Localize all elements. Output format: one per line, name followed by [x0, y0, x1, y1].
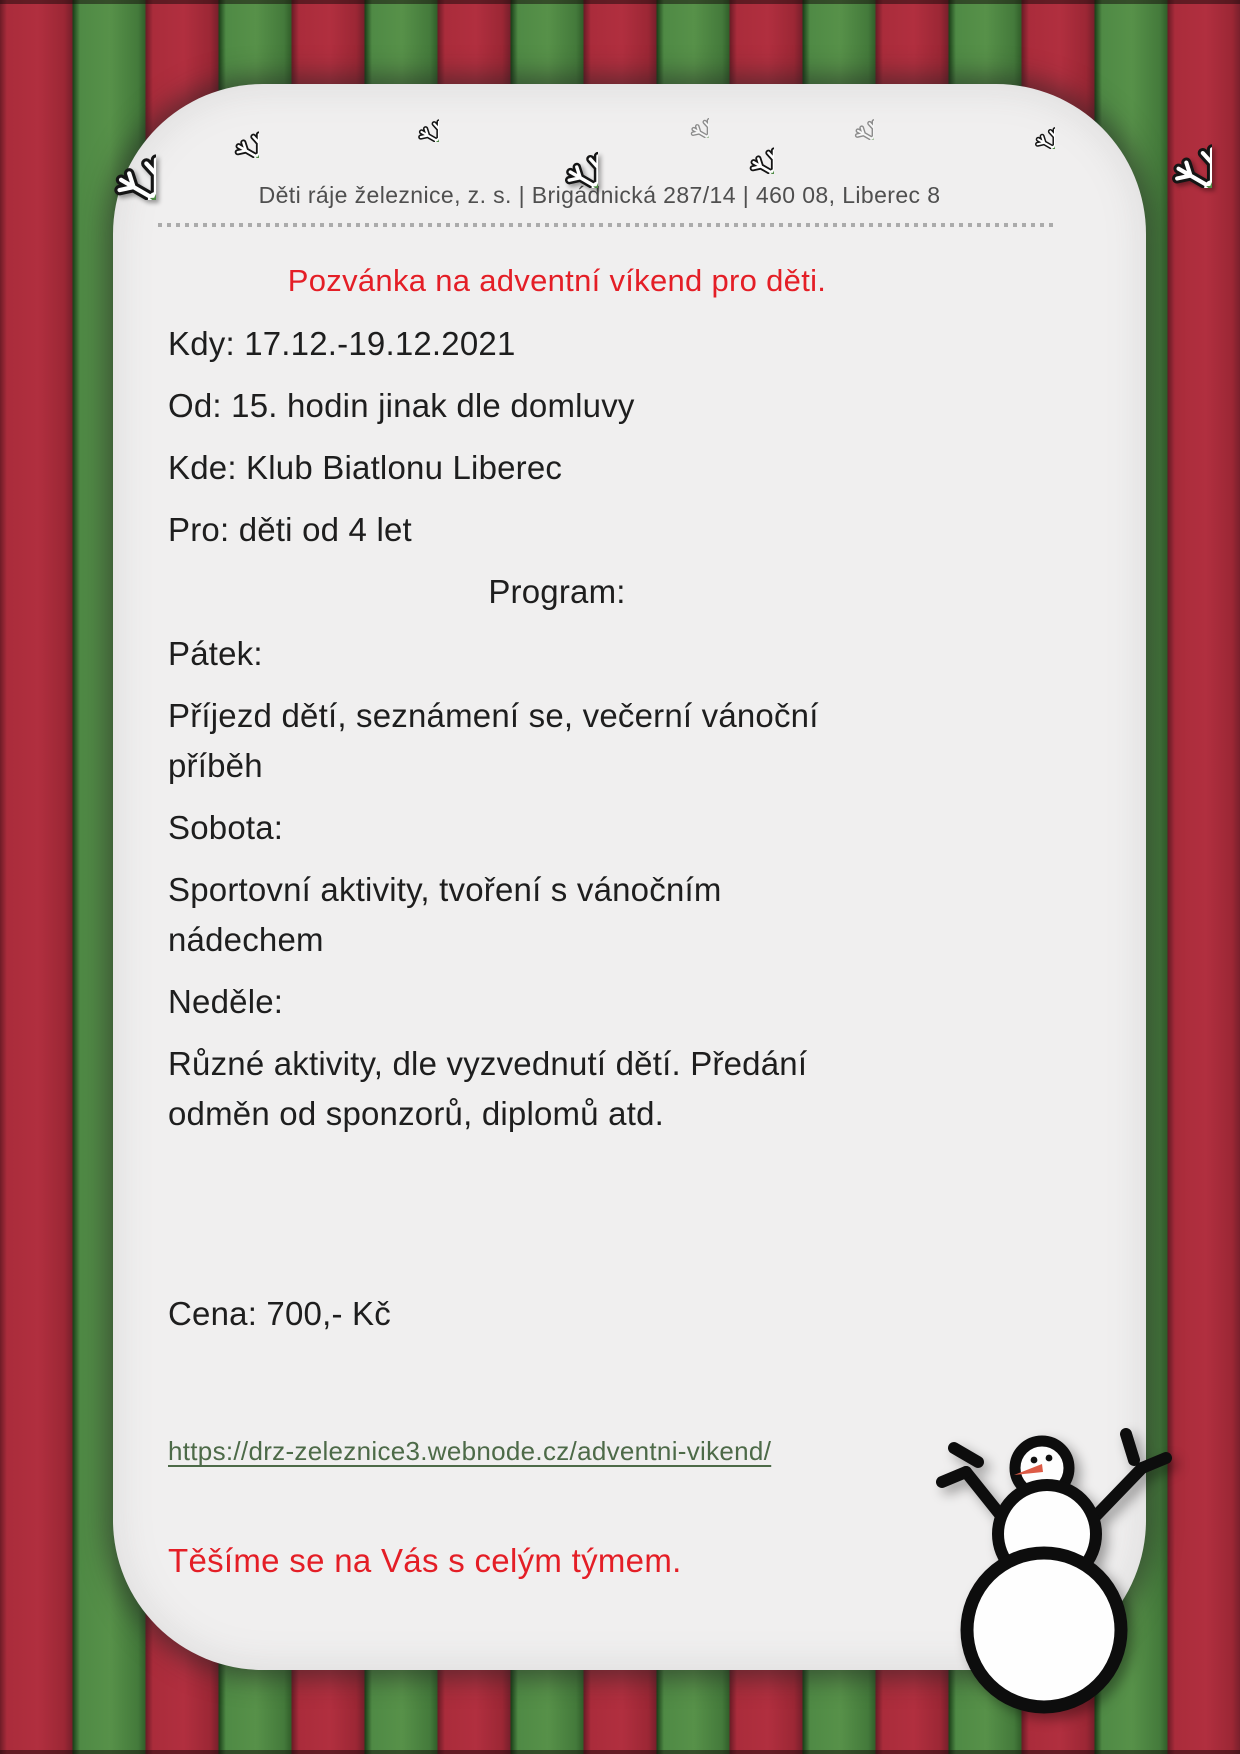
program-heading: Program: [488, 573, 626, 610]
snowflake-icon [203, 102, 259, 158]
dotted-separator [158, 223, 1058, 227]
nedele-text-line1: Různé aktivity, dle vyzvednutí dětí. Předání [168, 1045, 808, 1082]
snowflake-icon [830, 96, 874, 140]
snowflake-icon [522, 112, 598, 188]
sobota-heading: Sobota: [168, 809, 284, 846]
closing-line: Těšíme se na Vás s celým týmem. [168, 1542, 682, 1579]
nedele-heading: Neděle: [168, 983, 284, 1020]
line-kde: Kde: Klub Biatlonu Liberec [168, 449, 563, 486]
snowflake-icon [1009, 103, 1055, 149]
patek-text-line2: příběh [168, 747, 263, 784]
snowflake-icon [1120, 96, 1212, 188]
header-line: Děti ráje železnice, z. s. | Brigádnická 287/14 | 460 08, Liberec 8 [258, 182, 941, 208]
snowman-icon [930, 1372, 1230, 1752]
patek-text [168, 691, 1066, 791]
line-od: Od: 15. hodin jinak dle domluvy [168, 387, 635, 424]
snowflake-icon [391, 94, 439, 142]
sobota-text-line1: Sportovní aktivity, tvoření s vánočním [168, 871, 722, 908]
snowflake-icon [718, 118, 774, 174]
patek-text-line1: Příjezd dětí, seznámení se, večerní vánoční [168, 697, 819, 734]
line-kdy: Kdy: 17.12.-19.12.2021 [168, 325, 516, 362]
line-pro: Pro: děti od 4 let [168, 511, 412, 548]
nedele-text-line2: odměn od sponzorů, diplomů atd. [168, 1095, 665, 1132]
sobota-text [168, 865, 1066, 965]
page-title: Pozvánka na adventní víkend pro děti. [287, 263, 827, 298]
website-link[interactable]: https://drz-zeleznice3.webnode.cz/adventni-vikend/ [168, 1436, 772, 1466]
snowflake-icon [667, 96, 709, 138]
patek-heading: Pátek: [168, 635, 263, 672]
sobota-text-line2: nádechem [168, 921, 324, 958]
snowflake-icon [60, 104, 156, 200]
nedele-text [168, 1039, 1066, 1139]
price-line: Cena: 700,- Kč [168, 1295, 391, 1332]
